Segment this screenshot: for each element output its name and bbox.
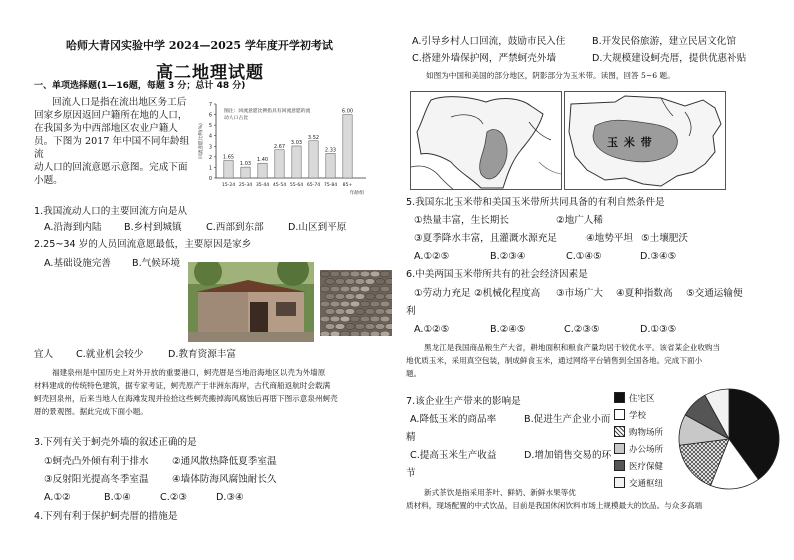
q3-option-a[interactable]: A.①② — [44, 492, 71, 503]
bar — [258, 163, 267, 178]
legend-entry — [614, 440, 680, 457]
y-tick-label: 4 — [208, 133, 212, 140]
bar-value-label: 1.40 — [256, 157, 269, 164]
intro2-line: 材料建成的传统特色建筑，据专家考证，蚵壳原产于非洲东海岸，古代商船返航时会载满 — [34, 381, 331, 390]
facility-share-pie-chart — [676, 386, 782, 492]
x-tick-label: 85+ — [342, 183, 353, 188]
y-tick-label: 7 — [208, 102, 212, 108]
china-corn-belt-map — [410, 91, 562, 190]
shell — [345, 279, 355, 285]
q5-item-5: ⑤土壤肥沃 — [641, 233, 688, 244]
q5-option-a[interactable]: A.①②⑤ — [414, 251, 450, 262]
bar — [275, 150, 284, 178]
q4-option-d[interactable]: D.大规模建设蚵壳厝，提供优惠补贴 — [592, 53, 747, 64]
legend-label: 购物场所 — [629, 427, 664, 438]
intro-passage-3: 如图为中国和美国的部分地区，阴影部分为玉米带。读图，回答 5~6 题。 — [426, 71, 675, 80]
intro4-line: 题。 — [406, 369, 422, 378]
usa-corn-belt-map — [564, 91, 726, 190]
q1-option-d[interactable]: D.山区到平原 — [288, 222, 347, 233]
q3-option-c[interactable]: C.②③ — [160, 492, 187, 503]
shell — [360, 331, 370, 336]
bar — [343, 115, 352, 178]
legend-entry — [614, 423, 680, 440]
shell — [330, 286, 340, 292]
legend-entry — [614, 406, 680, 423]
intro2-line: 福建泉州是中国历史上对外开放的重要港口，蚵壳厝是当地沿海地区以壳为外墙原 — [52, 368, 326, 377]
shell — [355, 309, 365, 315]
q3-item-1: ①蚵壳凸外倾有利于排水 — [44, 456, 149, 467]
q6-item-1: ①劳动力充足 — [414, 288, 471, 299]
section-heading: 一、单项选择题(1—16题，每题 3 分；总计 48 分) — [34, 81, 246, 91]
shell — [370, 301, 380, 307]
shell — [325, 324, 335, 330]
y-tick-label: 5 — [208, 123, 212, 130]
bar-value-label: 3.52 — [307, 134, 320, 141]
q6-item-5-cont: 利 — [406, 306, 416, 317]
intro1-line: 员。下图为 2017 年中国不同年龄组流 — [34, 136, 190, 160]
shell — [360, 301, 370, 307]
oyster-shell-wall-closeup — [320, 270, 392, 336]
intro1-line: 动人口的回流意愿示意图。完成下面 — [34, 162, 188, 173]
y-axis-label: 回流意愿比例(%) — [199, 123, 204, 159]
q3-item-3: ③反射阳光提高冬季室温 — [44, 474, 149, 485]
school-title: 哈师大青冈实验中学 2024—2025 学年度开学初考试 — [66, 39, 333, 52]
shell — [345, 309, 355, 315]
q2-option-d[interactable]: D.教育资源丰富 — [168, 349, 236, 360]
q6-item-4: ④夏种指数高 — [616, 288, 673, 299]
q5-item-3: ③夏季降水丰富，且灌溉水源充足 — [414, 233, 557, 244]
shell — [380, 286, 390, 292]
shell — [330, 331, 340, 336]
x-tick-label: 15-24 — [221, 183, 236, 188]
shell — [320, 316, 330, 322]
shell — [360, 271, 370, 277]
shell — [325, 309, 335, 315]
shell — [375, 279, 385, 285]
intro1-line: 在我国多为中西部地区农业户籍人 — [34, 123, 178, 134]
q1-stem: 1.我国流动人口的主要回流方向是从 — [34, 206, 188, 217]
shell — [385, 309, 392, 315]
q7-option-a[interactable]: A.降低玉米的商品率 — [410, 414, 497, 425]
shell — [330, 316, 340, 322]
bar-value-label: 6.00 — [341, 108, 354, 115]
x-tick-label: 55-64 — [289, 183, 304, 188]
shell — [345, 294, 355, 300]
q6-item-2: ②机械化程度高 — [474, 288, 541, 299]
bar — [326, 153, 335, 178]
shell — [365, 294, 375, 300]
shell — [380, 316, 390, 322]
x-axis-label: 年龄组 — [349, 191, 364, 196]
oyster-shell-house-photo — [188, 262, 314, 342]
shell — [345, 324, 355, 330]
shell — [385, 294, 392, 300]
x-tick-label: 45-54 — [272, 183, 287, 188]
shell — [340, 316, 350, 322]
intro5-line: 质材料，现场配置的中式饮品，目前是我国休闲饮料市场上规模最大的饮品。与众多高端 — [406, 501, 703, 510]
shell — [380, 301, 390, 307]
q5-item-2: ②地广人稀 — [556, 215, 603, 226]
x-tick-label: 35-44 — [255, 183, 270, 188]
intro1-line: 回家乡原因返回户籍所在地的人口， — [34, 110, 188, 121]
q4-option-a[interactable]: A.引导乡村人口回流，鼓励市民入住 — [412, 36, 566, 47]
shell — [335, 294, 345, 300]
bar-value-label: 3.03 — [290, 139, 303, 146]
q4-option-c[interactable]: C.搭建外墙保护网，严禁蚵壳外墙 — [412, 53, 557, 64]
q3-item-4: ④墙体防海风腐蚀耐长久 — [172, 474, 277, 485]
shell — [330, 271, 340, 277]
intro2-line: 蚵壳回泉州，后来当地人在海滩发现并捡拾这些蚵壳搬掉海风腐蚀后再厝下图示意泉州蚵壳 — [34, 394, 338, 403]
corn-belt-label: 玉 米 带 — [607, 136, 653, 149]
q7-option-b-cont: 精 — [406, 432, 416, 443]
q6-option-a[interactable]: A.①②⑤ — [414, 324, 450, 335]
shell — [325, 279, 335, 285]
shell — [355, 279, 365, 285]
q6-option-d[interactable]: D.①③⑤ — [640, 324, 677, 335]
y-tick-label: 3 — [208, 144, 212, 151]
bar-value-label: 1.03 — [239, 161, 252, 168]
x-tick-label: 75-84 — [323, 183, 338, 188]
shell — [350, 286, 360, 292]
intro2-line: 厝的景观图。据此完成下面小题。 — [34, 407, 148, 416]
shell — [320, 286, 330, 292]
q5-stem: 5.我国东北玉米带和美国玉米带所共同具备的有利自然条件是 — [406, 197, 665, 208]
legend-entry — [614, 457, 680, 474]
intro-passage-1 — [34, 96, 194, 187]
q6-stem: 6.中美两国玉米带所共有的社会经济因素是 — [406, 269, 588, 280]
q1-option-a[interactable]: A.沿海到内陆 — [44, 222, 102, 233]
x-tick-label: 25-34 — [238, 183, 253, 188]
shell — [320, 331, 330, 336]
shell — [325, 294, 335, 300]
shell — [340, 301, 350, 307]
legend-label: 医疗保健 — [629, 461, 664, 472]
shell — [375, 324, 385, 330]
q7-stem: 7.该企业生产带来的影响是 — [406, 396, 521, 407]
shell — [375, 309, 385, 315]
q6-option-c[interactable]: C.②③⑤ — [564, 324, 600, 335]
shell — [355, 324, 365, 330]
q2-option-a[interactable]: A.基础设施完善 — [44, 258, 112, 269]
intro1-line: 回流人口是指在流出地区务工后 — [52, 97, 187, 108]
legend-swatch — [614, 426, 625, 437]
shell — [375, 294, 385, 300]
shell — [355, 294, 365, 300]
shell — [385, 324, 392, 330]
bar-value-label: 2.33 — [324, 147, 337, 154]
legend-swatch — [614, 392, 625, 403]
shell — [335, 279, 345, 285]
q7-option-d-cont: 节 — [406, 468, 416, 479]
q3-item-2: ②通风散热降低夏季室温 — [172, 456, 277, 467]
shell — [350, 271, 360, 277]
q7-option-d[interactable]: D.增加销售交易的环 — [524, 450, 612, 461]
q2-option-b[interactable]: B.气候环境 — [132, 258, 181, 269]
paper-title: 高二地理试题 — [156, 63, 264, 83]
y-tick-label: 2 — [208, 154, 212, 161]
shell — [350, 316, 360, 322]
shell — [330, 301, 340, 307]
intro1-line: 小题。 — [34, 175, 63, 186]
shell — [385, 279, 392, 285]
shell — [350, 331, 360, 336]
legend-swatch — [614, 443, 625, 454]
q2-stem: 2.25~34 岁的人员回流意愿最低，主要原因是家乡 — [34, 239, 252, 250]
legend-label: 办公场所 — [629, 444, 664, 455]
q7-option-b[interactable]: B.促进生产企业小而 — [524, 414, 611, 425]
q6-item-3: ③市场广大 — [556, 288, 603, 299]
shell — [380, 331, 390, 336]
q3-option-d[interactable]: D.③④ — [216, 492, 244, 503]
q3-stem: 3.下列有关于蚵壳外墙的叙述正确的是 — [34, 437, 197, 448]
legend-label: 住宅区 — [629, 393, 655, 404]
shell — [340, 271, 350, 277]
q5-option-b[interactable]: B.②③④ — [490, 251, 526, 262]
q5-option-c[interactable]: C.①④⑤ — [566, 251, 602, 262]
q6-item-5: ⑤交通运输便 — [686, 288, 743, 299]
q2-option-c[interactable]: C.就业机会较少 — [76, 349, 144, 360]
y-tick-label: 1 — [208, 165, 212, 172]
q7-option-c[interactable]: C.提高玉米生产收益 — [410, 450, 497, 461]
legend-label: 学校 — [629, 410, 647, 421]
legend-swatch — [614, 460, 625, 471]
shell — [320, 271, 330, 277]
intro-passage-4 — [406, 341, 766, 380]
shell — [350, 301, 360, 307]
intro4-line: 黑龙江是我国商品粮生产大省，耕地面积和粮食产量均居于较优水平。该省某企业收购当 — [424, 343, 721, 352]
return-intention-bar-chart — [196, 96, 382, 200]
intro-passage-5 — [406, 486, 786, 512]
legend-entry — [614, 389, 680, 406]
shell — [370, 316, 380, 322]
shell — [370, 286, 380, 292]
chart-caption: 图注：回流意愿比例指具有回流意愿的流 — [224, 109, 311, 114]
bar — [292, 146, 301, 178]
q5-option-d[interactable]: D.③④⑤ — [640, 251, 677, 262]
shell — [370, 331, 380, 336]
y-tick-label: 0 — [208, 176, 212, 182]
q4-stem: 4.下列有利于保护蚵壳厝的措施是 — [34, 511, 178, 522]
shell — [335, 324, 345, 330]
q6-option-b[interactable]: B.②④⑤ — [490, 324, 526, 335]
shell — [365, 324, 375, 330]
chart-caption: 动人口占比 — [224, 116, 248, 121]
shell — [340, 286, 350, 292]
q1-option-b[interactable]: B.乡村到城镇 — [124, 222, 182, 233]
q1-option-c[interactable]: C.西部到东部 — [206, 222, 264, 233]
q5-item-1: ①热量丰富，生长期长 — [414, 215, 509, 226]
legend-swatch — [614, 409, 625, 420]
shell — [365, 279, 375, 285]
q3-option-b[interactable]: B.①④ — [104, 492, 131, 503]
intro4-line: 地优质玉米，采用真空包装，制成鲜食玉米，通过网络平台销售到全国各地。完成下面小 — [406, 356, 703, 365]
shell — [365, 309, 375, 315]
pie-legend — [614, 389, 680, 493]
shell — [370, 271, 380, 277]
bar — [241, 167, 250, 178]
bar-value-label: 1.65 — [222, 154, 235, 161]
legend-label: 交通枢纽 — [629, 478, 664, 489]
bar — [309, 141, 318, 178]
shell — [340, 331, 350, 336]
shell — [380, 271, 390, 277]
q2-option-b-cont: 宜人 — [34, 349, 54, 360]
shell — [360, 286, 370, 292]
intro-passage-2 — [34, 366, 394, 418]
q4-option-b[interactable]: B.开发民俗旅游，建立民居文化馆 — [592, 36, 736, 47]
y-tick-label: 6 — [208, 112, 212, 119]
shell — [335, 309, 345, 315]
x-tick-label: 65-74 — [306, 183, 321, 188]
shell — [360, 316, 370, 322]
intro5-line: 新式茶饮是指采用茶叶、鲜奶、新鲜水果等优 — [424, 488, 576, 497]
shell — [320, 301, 330, 307]
q5-item-4: ④地势平坦 — [586, 233, 633, 244]
bar — [224, 161, 233, 178]
bar-value-label: 2.67 — [273, 143, 286, 150]
